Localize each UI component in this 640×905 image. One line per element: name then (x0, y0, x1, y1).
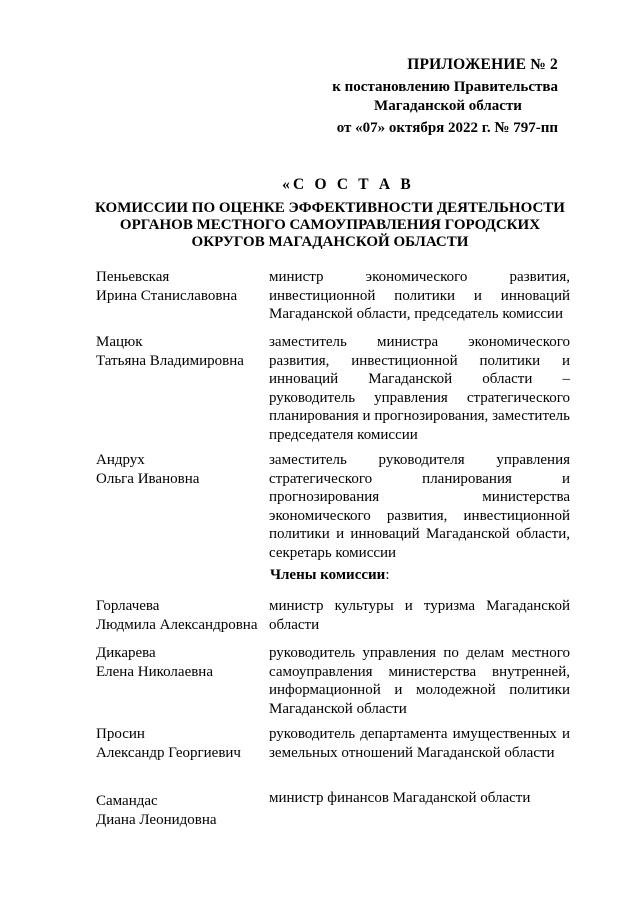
document-heading (80, 176, 580, 251)
member-surname: Пеньевская (96, 269, 170, 285)
member-given-name: Ирина Станиславовна (96, 287, 238, 304)
member-role: министр культуры и туризма Магаданской области (269, 598, 570, 633)
heading-line-1: КОМИССИИ ПО ОЦЕНКЕ ЭФФЕКТИВНОСТИ ДЕЯТЕЛЬНОСТИ (95, 200, 565, 216)
member-name (96, 451, 261, 488)
member-role: руководитель управления по делам местного самоуправления министерства внутренней, информационной и молодежной политики Магаданской области (269, 645, 570, 717)
members-section-label (270, 567, 389, 584)
member-surname: Дикарева (96, 645, 156, 661)
members-label-text: Члены комиссии (270, 567, 386, 583)
member-name (96, 792, 261, 829)
member-role: руководитель департамента имущественных и земельных отношений Магаданской области (269, 726, 570, 761)
member-name (96, 268, 261, 305)
member-given-name: Елена Николаевна (96, 663, 213, 680)
member-role: заместитель министра экономического развития, инвестиционной политики и инноваций Магаданской области – руководитель управления стратегического планирования и прогнозирования, заместитель председателя комиссии (269, 334, 570, 443)
member-given-name: Диана Леонидовна (96, 811, 217, 828)
member-name (96, 725, 261, 762)
heading-line-3: ОКРУГОВ МАГАДАНСКОЙ ОБЛАСТИ (191, 234, 469, 250)
member-name (96, 333, 261, 370)
member-role: министр экономического развития, инвестиционной политики и инноваций Магаданской области, председатель комиссии (269, 269, 570, 322)
appendix-title: ПРИЛОЖЕНИЕ № 2 (407, 56, 558, 73)
members-label-colon: : (385, 567, 390, 583)
member-given-name: Татьяна Владимировна (96, 352, 244, 369)
appendix-line-3: от «07» октября 2022 г. № 797-пп (336, 120, 558, 136)
member-surname: Мацюк (96, 334, 143, 350)
member-name (96, 597, 261, 634)
member-given-name: Людмила Александровна (96, 616, 258, 633)
member-surname: Горлачева (96, 598, 160, 614)
heading-line-2: ОРГАНОВ МЕСТНОГО САМОУПРАВЛЕНИЯ ГОРОДСКИХ (119, 217, 541, 233)
member-surname: Андрух (96, 452, 145, 468)
appendix-line-2: Магаданской области (374, 98, 522, 114)
appendix-block (298, 55, 558, 138)
member-role: заместитель руководителя управления стратегического планирования и прогнозирования министерства экономического развития, инвестиционной политики и инноваций Магаданской области, секретарь комиссии (269, 452, 570, 561)
member-name (96, 644, 261, 681)
appendix-line-1: к постановлению Правительства (332, 79, 558, 95)
member-role: министр финансов Магаданской области (269, 790, 531, 806)
member-given-name: Александр Георгиевич (96, 744, 241, 761)
member-surname: Самандас (96, 793, 158, 809)
member-surname: Просин (96, 726, 145, 742)
heading-sostav: «С О С Т А В (282, 176, 414, 193)
member-given-name: Ольга Ивановна (96, 470, 200, 487)
